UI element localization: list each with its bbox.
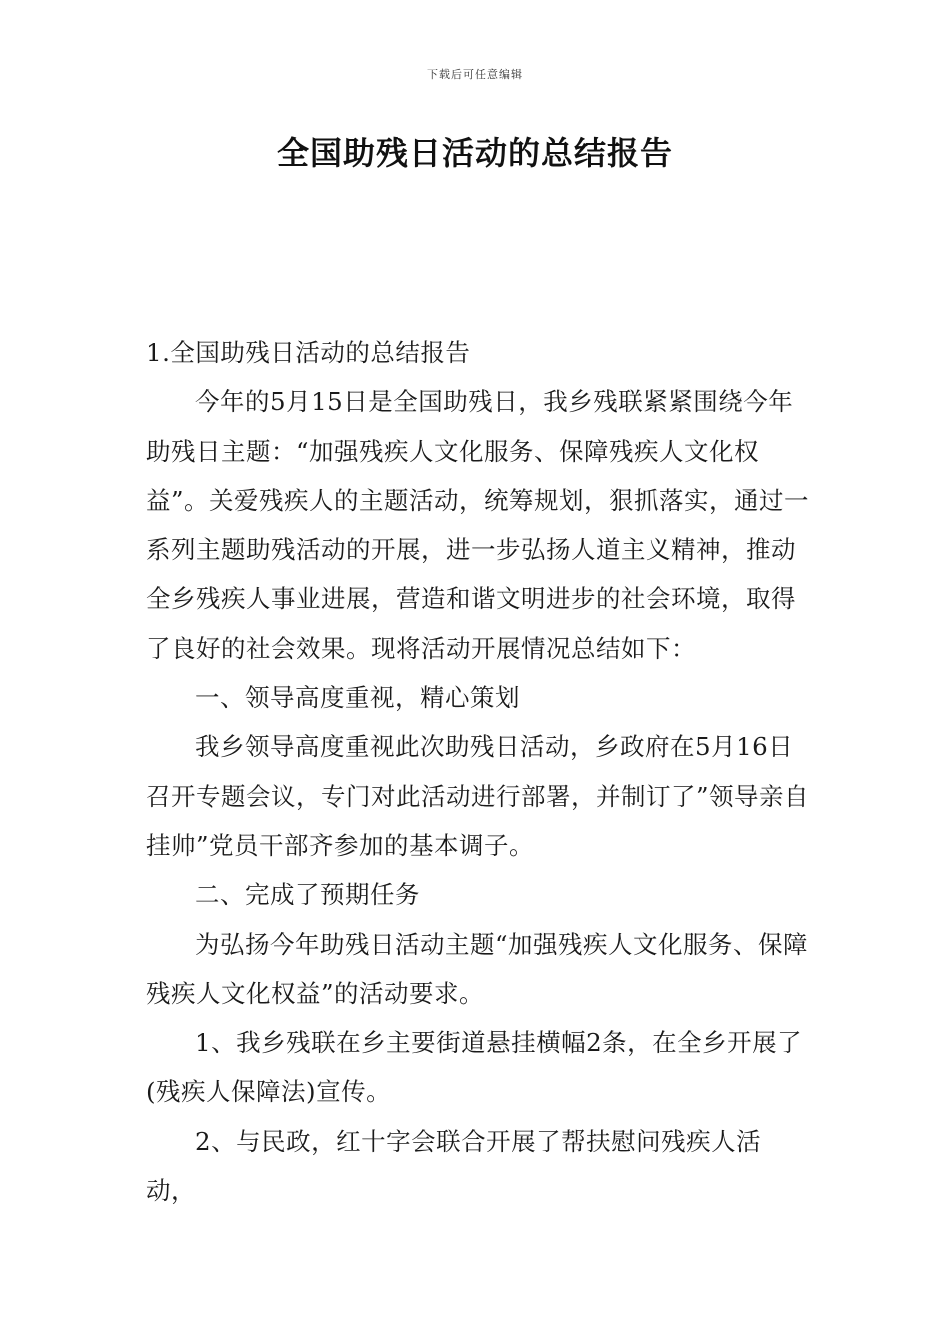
paragraph-section-2: 为弘扬今年助残日活动主题“加强残疾人文化服务、保障残疾人文化权益”的活动要求。 — [146, 929, 809, 1008]
list-item-1: 1、我乡残联在乡主要街道悬挂横幅2条，在全乡开展了(残疾人保障法)宣传。 — [146, 1028, 803, 1107]
paragraph-section-1: 我乡领导高度重视此次助残日活动，乡政府在5月16日召开专题会议，专门对此活动进行部署，并制订了”领导亲自挂帅”党员干部齐参加的基本调子。 — [146, 732, 810, 860]
section-heading-2: 二、完成了预期任务 — [195, 880, 420, 910]
document-body — [146, 328, 810, 1215]
header-note: 下载后可任意编辑 — [427, 68, 523, 81]
list-item-2: 2、与民政，红十字会联合开展了帮扶慰问残疾人活动， — [146, 1126, 762, 1206]
document-title: 全国助残日活动的总结报告 — [276, 134, 673, 172]
section-heading-1: 一、领导高度重视，精心策划 — [195, 683, 520, 713]
paragraph-intro: 今年的5月15日是全国助残日，我乡残联紧紧围绕今年助残日主题：“加强残疾人文化服务、保障残疾人文化权益”。关爱残疾人的主题活动，统筹规划，狠抓落实，通过一系列主题助残活动的开展，进一步弘扬人道主义精神，推动全乡残疾人事业进展，营造和谐文明进步的社会环境，取得了良好的社会效果。现将活动开展情况总结如下： — [146, 387, 810, 663]
paragraph-heading-1: 1.全国助残日活动的总结报告 — [146, 338, 471, 367]
